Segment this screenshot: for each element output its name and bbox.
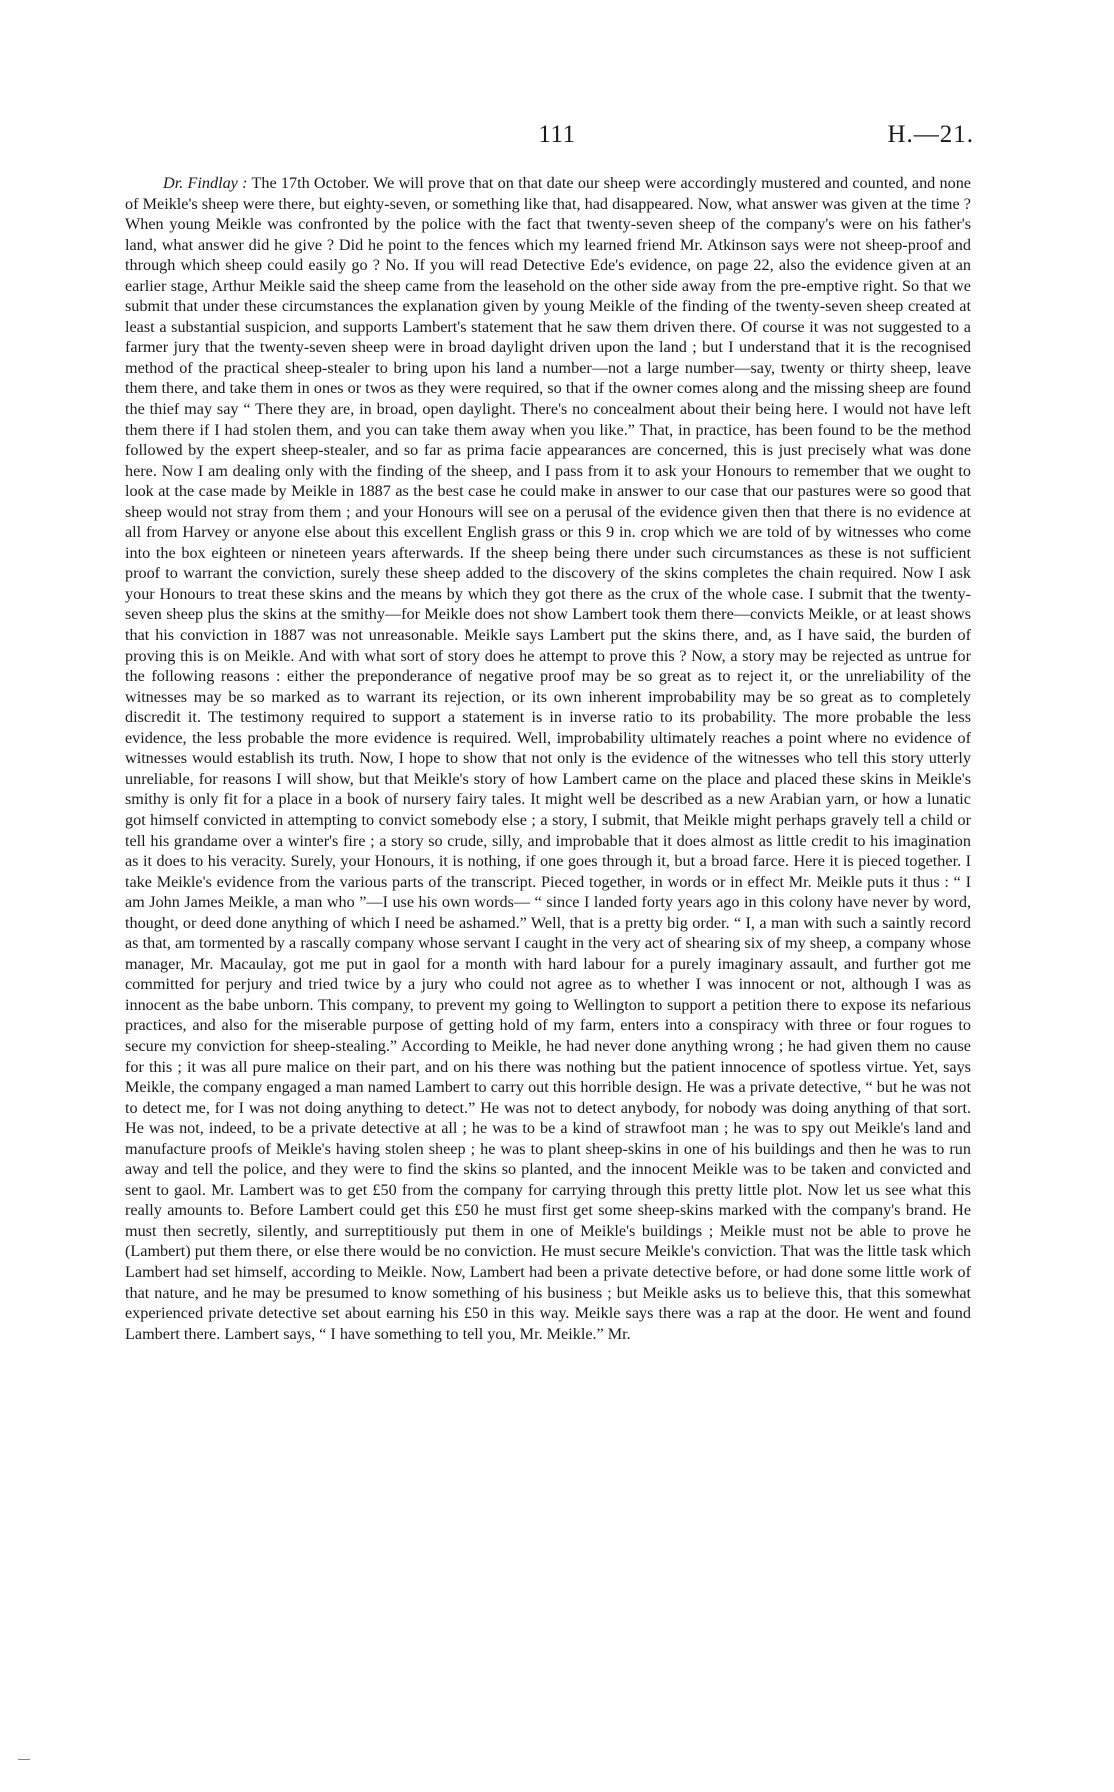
document-reference: H.—21. [887, 121, 974, 148]
body-text [125, 173, 971, 1344]
paragraph [125, 173, 971, 1344]
paragraph-text: The 17th October. We will prove that on that date our sheep were accordingly mustered and counted, and none of Meikle's sheep were there, but eighty-seven, or something like that, had disappeared. Now, what answer was given at the time ? When young Meikle was confronted by the police with the fact that twenty-seven sheep of the company's were on his father's land, what answer did he give ? Did he point to the fences which my learned friend Mr. Atkinson says were not sheep-proof and through which sheep could easily go ? No. If you will read Detective Ede's evidence, on page 22, also the evidence given at an earlier stage, Arthur Meikle said the sheep came from the leasehold on the other side away from the pre-emptive right. So that we submit that under these circumstances the explanation given by young Meikle of the finding of the twenty-seven sheep created at least a substantial suspicion, and supports Lambert's statement that he saw them driven there. Of course it was not suggested to a farmer jury that the twenty-seven sheep were in broad daylight driven upon the land ; but I understand that it is the recognised method of the practical sheep-stealer to bring upon his land a number—not a large number—say, twenty or thirty sheep, leave them there, and take them in ones or twos as they were required, so that if the owner comes along and the missing sheep are found the thief may say “ There they are, in broad, open daylight. There's no concealment about their being here. I would not have left them there if I had stolen them, and you can take them away when you like.” That, in practice, has been found to be the method followed by the expert sheep-stealer, and so far as prima facie appearances are concerned, this is just precisely what was done here. Now I am dealing only with the finding of the sheep, and I pass from it to ask your Honours to remember that we ought to look at the case made by Meikle in 1887 as the best case he could make in answer to our case that our pastures were so good that sheep would not stray from them ; and your Honours will see on a perusal of the evidence given then that there is no evidence at all from Harvey or anyone else about this excellent English grass or this 9 in. crop which we are told of by witnesses who come into the box eighteen or nineteen years afterwards. If the sheep being there under such circumstances as these is not sufficient proof to warrant the conviction, surely these sheep added to the discovery of the skins completes the chain required. Now I ask your Honours to treat these skins and the means by which they got there as the crux of the whole case. I submit that the twenty-seven sheep plus the skins at the smithy—for Meikle does not show Lambert took them there—convicts Meikle, or at least shows that his conviction in 1887 was not unreasonable. Meikle says Lambert put the skins there, and, as I have said, the burden of proving this is on Meikle. And with what sort of story does he attempt to prove this ? Now, a story may be rejected as untrue for the following reasons : either the preponderance of negative proof may be so great as to reject it, or the unreliability of the witnesses may be so marked as to warrant its rejection, or its own inherent improbability may be so great as to completely discredit it. The testimony required to support a statement is in inverse ratio to its probability. The more probable the less evidence, the less probable the more evidence is required. Well, improbability ultimately reaches a point where no evidence of witnesses would establish its truth. Now, I hope to show that not only is the evidence of the witnesses who tell this story utterly unreliable, for reasons I will show, but that Meikle's story of how Lambert came on the place and placed these skins in Meikle's smithy is only fit for a place in a book of nursery fairy tales. It might well be described as a new Arabian yarn, or how a lunatic got himself convicted in attempting to convict somebody else ; a story, I submit, that Meikle might perhaps gravely tell a child or tell his grandame over a winter's fire ; a story so crude, silly, and improbable that it does almost as little credit to his imagination as it does to his veracity. Surely, your Honours, it is nothing, if one goes through it, but a broad farce. Here it is pieced together. I take Meikle's evidence from the various parts of the transcript. Pieced together, in words or in effect Mr. Meikle puts it thus : “ I am John James Meikle, a man who ”—I use his own words— “ since I landed forty years ago in this colony have never by word, thought, or deed done anything of which I need be ashamed.” Well, that is a pretty big order. “ I, a man with such a saintly record as that, am tormented by a rascally company whose servant I caught in the very act of shearing six of my sheep, a company whose manager, Mr. Macaulay, got me put in gaol for a month with hard labour for a purely imaginary assault, and further got me committed for perjury and tried twice by a jury who could not agree as to whether I was innocent or not, although I was as innocent as the babe unborn. This company, to prevent my going to Wellington to support a petition there to expose its nefarious practices, and also for the miserable purpose of getting hold of my farm, enters into a conspiracy with three or four rogues to secure my conviction for sheep-stealing.” According to Meikle, he had never done anything wrong ; he had given them no cause for this ; it was all pure malice on their part, and on his there was nothing but the patient innocence of spotless virtue. Yet, says Meikle, the company engaged a man named Lambert to carry out this horrible design. He was a private detective, “ but he was not to detect me, for I was not doing anything to detect.” He was not to detect anybody, for nobody was doing anything of that sort. He was not, indeed, to be a private detective at all ; he was to be a kind of strawfoot man ; he was to spy out Meikle's land and manufacture proofs of Meikle's having stolen sheep ; he was to plant sheep-skins in one of his buildings and then he was to run away and tell the police, and they were to find the skins so planted, and the innocent Meikle was to be taken and convicted and sent to gaol. Mr. Lambert was to get £50 from the company for carrying through this pretty little plot. Now let us see what this really amounts to. Before Lambert could get this £50 he must first get some sheep-skins marked with the company's brand. He must then secretly, silently, and surreptitiously put them in one of Meikle's buildings ; Meikle must not be able to prove he (Lambert) put them there, or else there would be no conviction. He must secure Meikle's conviction. That was the little task which Lambert had set himself, according to Meikle. Now, Lambert had been a private detective before, or had done some little work of that nature, and he may be presumed to know something of his business ; but Meikle asks us to believe this, that this somewhat experienced private detective set about earning his £50 in this way. Meikle says there was a rap at the door. He went and found Lambert there. Lambert says, “ I have something to tell you, Mr. Meikle.” Mr. [125, 174, 971, 1343]
speaker-name: Dr. Findlay : [163, 174, 248, 192]
page-number: 111 [538, 121, 576, 148]
margin-mark [18, 1759, 30, 1760]
